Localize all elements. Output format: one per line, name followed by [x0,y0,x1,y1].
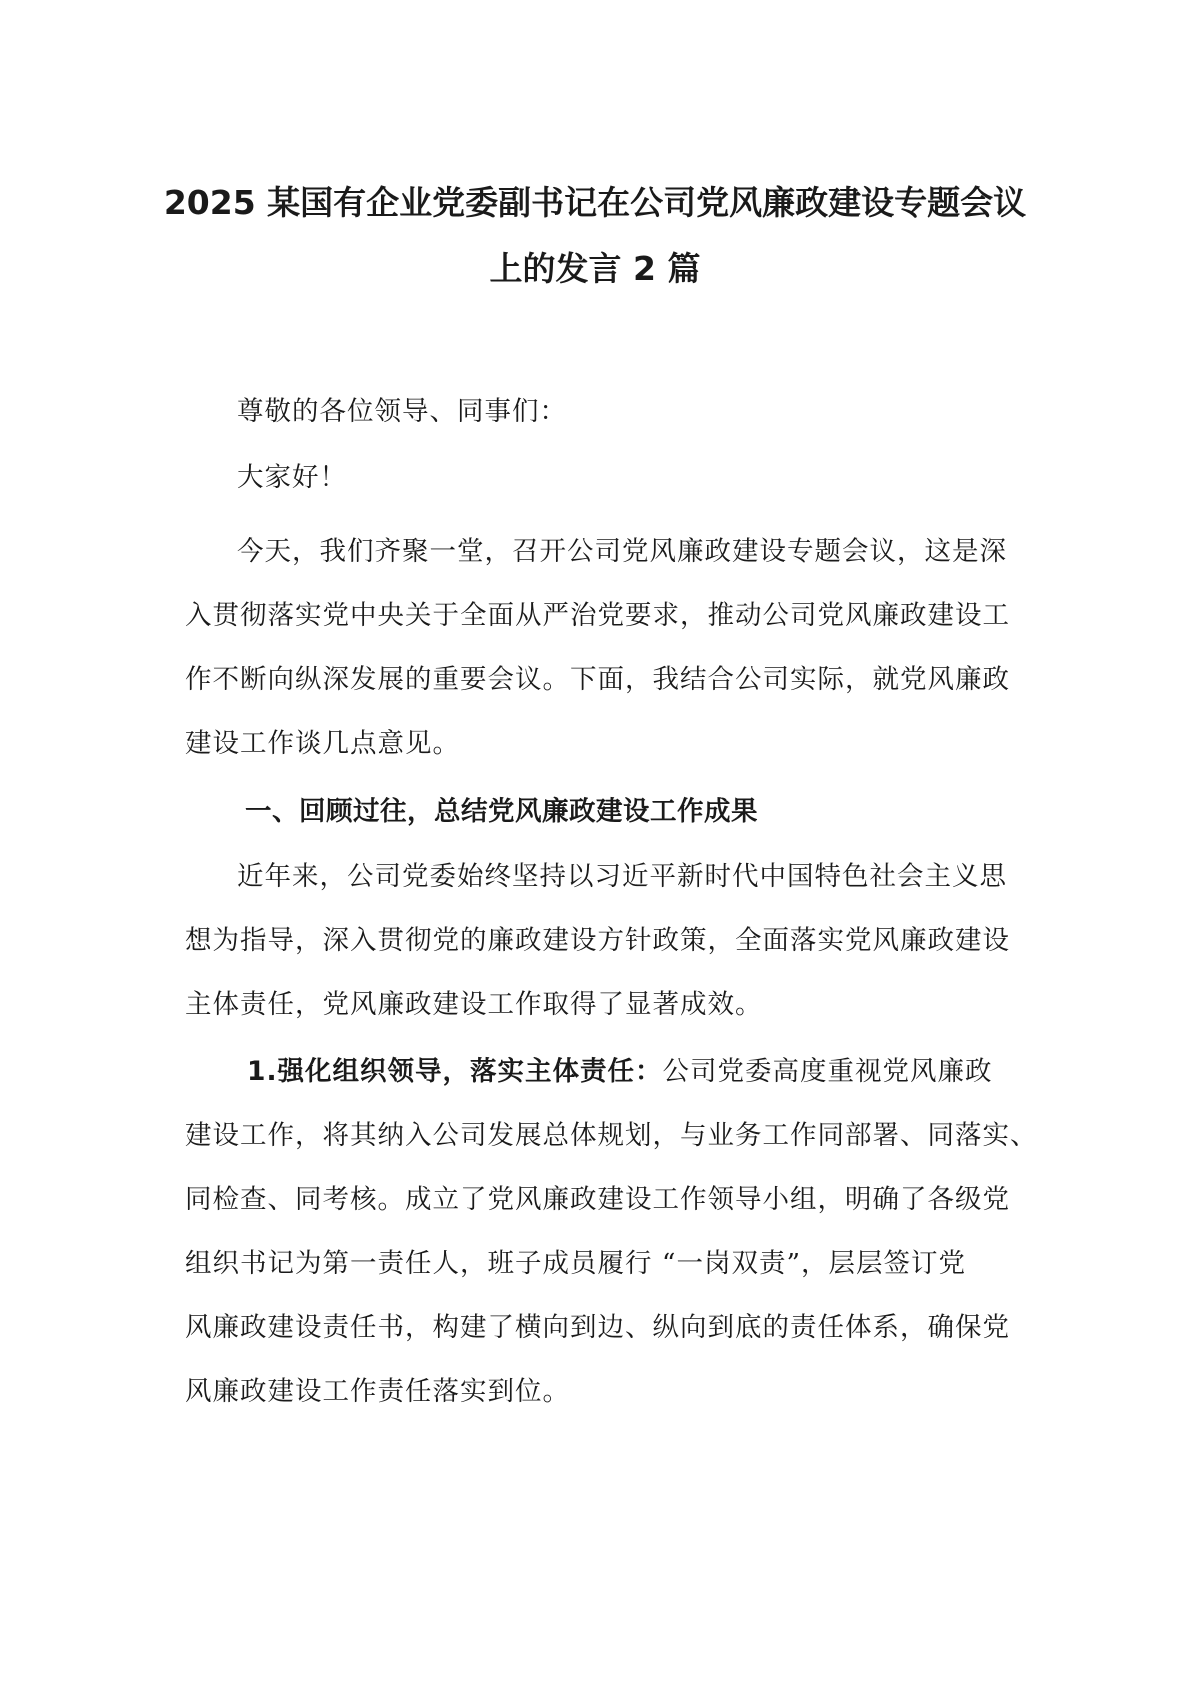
item-1-first-line [185,1040,1015,1104]
item-1-lead: 1.强化组织领导，落实主体责任： [247,1056,663,1087]
intro-line: 建设工作谈几点意见。 [185,728,460,759]
intro-line: 今天，我们齐聚一堂，召开公司党风廉政建设专题会议，这是深 [237,536,1007,567]
item-1-line: 组织书记为第一责任人，班子成员履行 “一岗双责”，层层签订党 [185,1248,967,1279]
section-1-heading: 一、回顾过往，总结党风廉政建设工作成果 [245,796,758,827]
item-1-line: 风廉政建设责任书，构建了横向到边、纵向到底的责任体系，确保党 [185,1312,1010,1343]
intro-paragraph [185,520,1015,776]
title-line-1: 2025 某国有企业党委副书记在公司党风廉政建设专题会议 [163,183,1027,222]
intro-line: 作不断向纵深发展的重要会议。下面，我结合公司实际，就党风廉政 [185,664,1010,695]
document-title [150,170,1040,302]
item-1-paragraph [185,1040,1038,1424]
title-line-2: 上的发言 2 篇 [489,249,701,288]
salutation: 尊敬的各位领导、同事们： [237,396,567,427]
item-1-first-line-rest: 公司党委高度重视党风廉政 [662,1056,993,1087]
section-1-line: 近年来，公司党委始终坚持以习近平新时代中国特色社会主义思 [237,861,1007,892]
section-1-line: 主体责任，党风廉政建设工作取得了显著成效。 [185,989,763,1020]
item-1-line: 风廉政建设工作责任落实到位。 [185,1376,570,1407]
section-1-line: 想为指导，深入贯彻党的廉政建设方针政策，全面落实党风廉政建设 [185,925,1010,956]
greeting: 大家好！ [237,462,347,493]
section-1-paragraph [185,845,1015,1037]
item-1-line: 建设工作，将其纳入公司发展总体规划，与业务工作同部署、同落实、 [185,1120,1038,1151]
intro-line: 入贯彻落实党中央关于全面从严治党要求，推动公司党风廉政建设工 [185,600,1010,631]
item-1-line: 同检查、同考核。成立了党风廉政建设工作领导小组，明确了各级党 [185,1184,1010,1215]
